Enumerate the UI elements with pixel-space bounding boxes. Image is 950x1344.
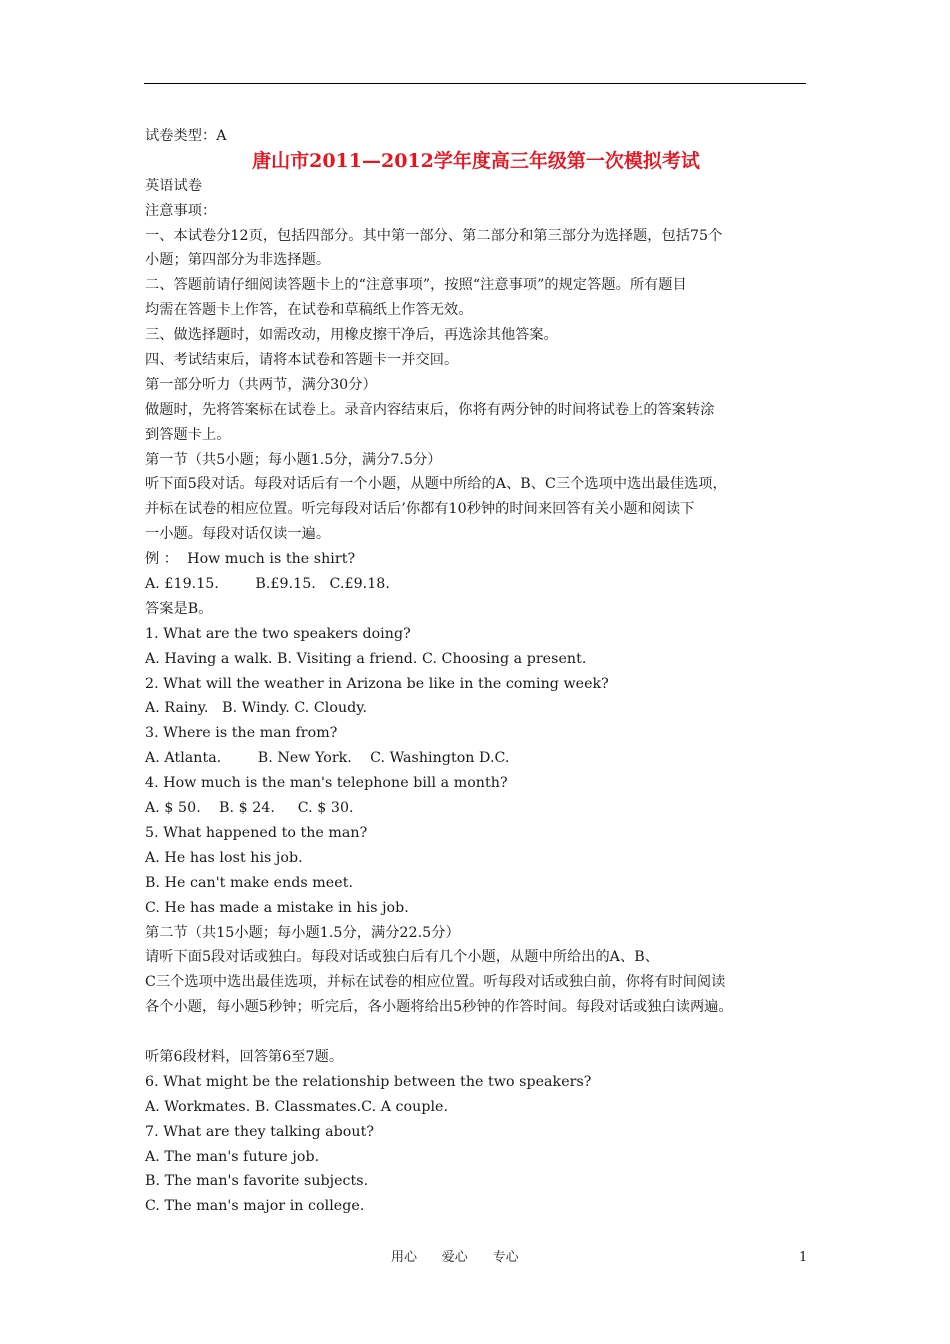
- notice-line: 二、答题前请仔细阅读答题卡上的“注意事项”，按照“注意事项”的规定答题。所有题目: [145, 277, 687, 294]
- option-line: C. He has made a mistake in his job.: [145, 899, 409, 916]
- notice-line: 小题；第四部分为非选择题。: [145, 252, 331, 269]
- header-rule: [144, 83, 806, 84]
- paper-type: 试卷类型：A: [145, 128, 227, 144]
- option-line: A. The man's future job.: [145, 1148, 320, 1165]
- material-intro: 听第6段材料，回答第6至7题。: [145, 1048, 344, 1065]
- question-line: 4. How much is the man's telephone bill a month?: [145, 775, 508, 792]
- page-number: 1: [799, 1250, 808, 1265]
- exam-title: 唐山市2011—2012学年度高三年级第一次模拟考试: [252, 149, 700, 172]
- example-answer: 答案是B。: [145, 600, 213, 617]
- footer-slogan: 用心 爱心 专心: [391, 1250, 519, 1265]
- section2-heading: 第二节（共15小题；每小题1.5分，满分22.5分）: [145, 924, 460, 941]
- option-line: A. $ 50. B. $ 24. C. $ 30.: [145, 800, 354, 817]
- section1-instruction: 听下面5段对话。每段对话后有一个小题，从题中所给的A、B、C三个选项中选出最佳选项，: [145, 476, 727, 493]
- example-options: A. £19.15. B.£9.15. C.£9.18.: [145, 576, 390, 593]
- question-line: 7. What are they talking about?: [145, 1123, 374, 1140]
- blank-line: [145, 1020, 825, 1045]
- subject-label: 英语试卷: [145, 177, 202, 194]
- option-line: A. He has lost his job.: [145, 849, 303, 866]
- section2-instruction: 请听下面5段对话或独白。每段对话或独白后有几个小题，从题中所给出的A、B、: [145, 949, 659, 966]
- question-line: 3. Where is the man from?: [145, 725, 338, 742]
- question-line: 5. What happened to the man?: [145, 824, 368, 841]
- option-line: C. The man's major in college.: [145, 1198, 365, 1215]
- question-line: 1. What are the two speakers doing?: [145, 625, 411, 642]
- option-line: B. The man's favorite subjects.: [145, 1173, 369, 1190]
- section2-instruction: 各个小题，每小题5秒钟；听完后，各小题将给出5秒钟的作答时间。每段对话或独白读两遍。: [145, 999, 733, 1016]
- part1-heading: 第一部分听力（共两节，满分30分）: [145, 376, 377, 393]
- question-line: 2. What will the weather in Arizona be like in the coming week?: [145, 675, 609, 692]
- notice-line: 均需在答题卡上作答，在试卷和草稿纸上作答无效。: [145, 302, 473, 319]
- example-question: 例 ： How much is the shirt?: [145, 551, 356, 568]
- option-line: A. Workmates. B. Classmates.C. A couple.: [145, 1098, 449, 1115]
- section1-heading: 第一节（共5小题；每小题1.5分，满分7.5分）: [145, 451, 442, 468]
- option-line: A. Atlanta. B. New York. C. Washington D.C.: [145, 750, 510, 767]
- section1-instruction: 并标在试卷的相应位置。听完每段对话后’你都有10秒钟的时间来回答有关小题和阅读下: [145, 501, 695, 518]
- option-line: A. Having a walk. B. Visiting a friend. C. Choosing a present.: [145, 650, 587, 667]
- section2-instruction: C三个选项中选出最佳选项，并标在试卷的相应位置。听每段对话或独白前，你将有时间阅读: [145, 974, 726, 991]
- option-line: B. He can't make ends meet.: [145, 874, 354, 891]
- notice-heading: 注意事项：: [145, 202, 217, 219]
- part1-instruction: 做题时，先将答案标在试卷上。录音内容结束后，你将有两分钟的时间将试卷上的答案转涂: [145, 401, 715, 418]
- document-body: [145, 124, 825, 1219]
- option-line: A. Rainy. B. Windy. C. Cloudy.: [145, 700, 368, 717]
- notice-line: 三、做选择题时，如需改动，用橡皮擦干净后，再选涂其他答案。: [145, 327, 558, 344]
- section1-instruction: 一小题。每段对话仅读一遍。: [145, 526, 331, 543]
- question-line: 6. What might be the relationship between the two speakers?: [145, 1073, 592, 1090]
- part1-instruction: 到答题卡上。: [145, 426, 231, 443]
- notice-line: 四、考试结束后，请将本试卷和答题卡一并交回。: [145, 352, 459, 369]
- notice-line: 一、本试卷分12页，包括四部分。其中第一部分、第二部分和第三部分为选择题，包括75个: [145, 227, 723, 244]
